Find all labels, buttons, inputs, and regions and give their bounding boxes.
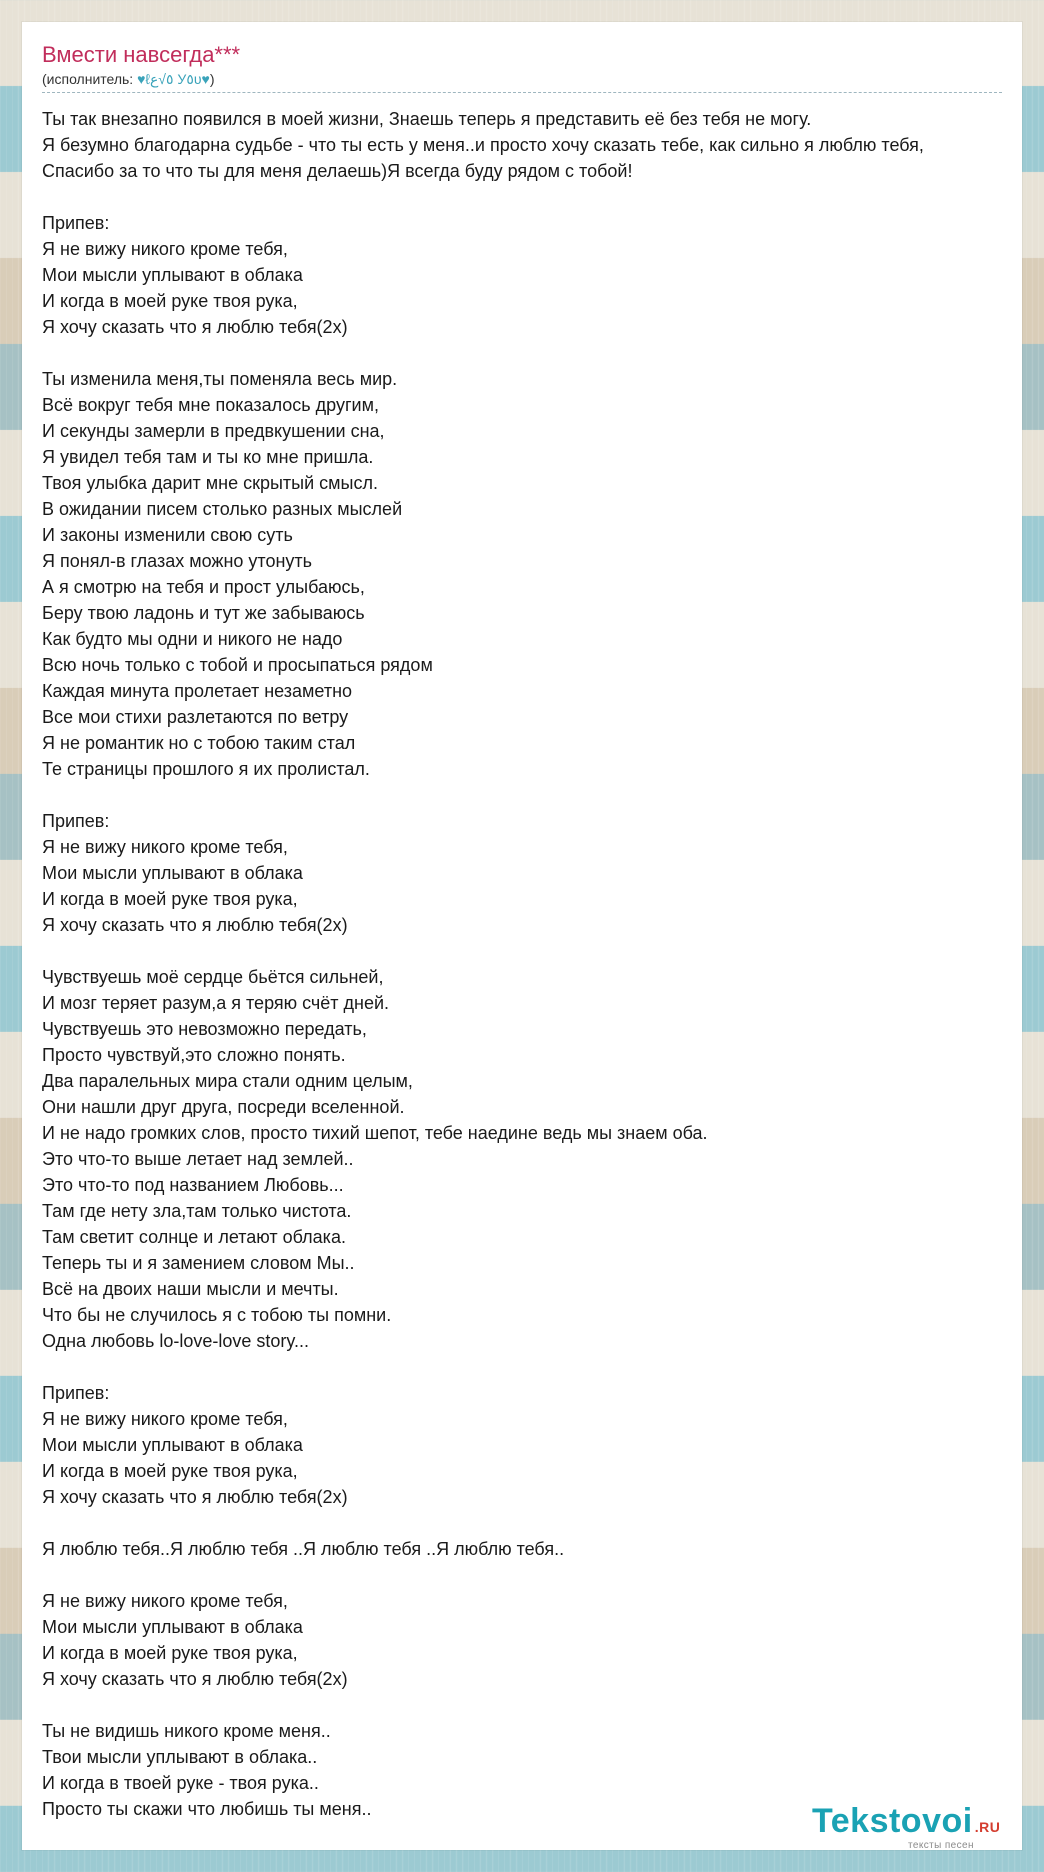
lyric-line: Припев: — [42, 811, 110, 831]
lyric-line: И не надо громких слов, просто тихий шепот, тебе наедине ведь мы знаем оба. — [42, 1123, 708, 1143]
stanza-gap — [42, 340, 1044, 366]
lyric-line: Всё на двоих наши мысли и мечты. — [42, 1279, 339, 1299]
lyric-line: Я хочу сказать что я люблю тебя(2х) — [42, 317, 348, 337]
stanza-gap — [42, 938, 1044, 964]
lyric-line: Они нашли друг друга, посреди вселенной. — [42, 1097, 405, 1117]
lyric-line: Как будто мы одни и никого не надо — [42, 629, 343, 649]
lyric-line: И секунды замерли в предвкушении сна, — [42, 421, 385, 441]
lyric-line: Это что-то выше летает над землей.. — [42, 1149, 354, 1169]
lyric-line: Я не вижу никого кроме тебя, — [42, 239, 288, 259]
lyric-line: Все мои стихи разлетаются по ветру — [42, 707, 349, 727]
lyric-line: Я понял-в глазах можно утонуть — [42, 551, 313, 571]
lyric-line: И когда в твоей руке - твоя рука.. — [42, 1773, 319, 1793]
lyric-line: Я увидел тебя там и ты ко мне пришла. — [42, 447, 374, 467]
lyric-line: Спасибо за то что ты для меня делаешь)Я всегда буду рядом с тобой! — [42, 161, 633, 181]
lyric-line: Я не романтик но с тобою таким стал — [42, 733, 356, 753]
lyric-line: Я хочу сказать что я люблю тебя(2х) — [42, 915, 348, 935]
lyric-line: Ты не видишь никого кроме меня.. — [42, 1721, 331, 1741]
lyric-line: Припев: — [42, 213, 110, 233]
lyric-line: Мои мысли уплывают в облака — [42, 265, 303, 285]
logo-wordmark — [812, 1804, 1022, 1844]
stanza-gap — [42, 1354, 1044, 1380]
artist-link[interactable]: ♥ℓ٥√ع У٥υ♥ — [137, 71, 210, 87]
lyric-line: Твоя улыбка дарит мне скрытый смысл. — [42, 473, 378, 493]
lyric-line: Всю ночь только с тобой и просыпаться рядом — [42, 655, 433, 675]
title-divider — [42, 92, 1002, 93]
lyric-line: Мои мысли уплывают в облака — [42, 863, 303, 883]
logo-main-text: Tekstovoi — [812, 1802, 973, 1840]
lyric-line: Я не вижу никого кроме тебя, — [42, 1409, 288, 1429]
lyric-line: Там светит солнце и летают облака. — [42, 1227, 346, 1247]
lyric-line: Просто чувствуй,это сложно понять. — [42, 1045, 346, 1065]
artist-suffix: ) — [209, 71, 215, 87]
lyric-line: Беру твою ладонь и тут же забываюсь — [42, 603, 365, 623]
lyric-line: Я безумно благодарна судьбе - что ты есть у меня..и просто хочу сказать тебе, как сильно я люблю тебя, — [42, 135, 924, 155]
lyric-line: Твои мысли уплывают в облака.. — [42, 1747, 318, 1767]
lyric-line: Каждая минута пролетает незаметно — [42, 681, 353, 701]
lyric-line: Я люблю тебя..Я люблю тебя ..Я люблю тебя ..Я люблю тебя.. — [42, 1539, 565, 1559]
lyrics-page — [22, 22, 1022, 1850]
lyric-line: Те страницы прошлого я их пролистал. — [42, 759, 370, 779]
stanza-gap — [42, 184, 1044, 210]
site-logo[interactable] — [812, 1802, 1022, 1851]
lyric-line: Там где нету зла,там только чистота. — [42, 1201, 352, 1221]
stanza-gap — [42, 782, 1044, 808]
lyric-line: И когда в моей руке твоя рука, — [42, 291, 298, 311]
lyric-line: Ты изменила меня,ты поменяла весь мир. — [42, 369, 398, 389]
lyric-line: Я хочу сказать что я люблю тебя(2х) — [42, 1487, 348, 1507]
lyric-line: И когда в моей руке твоя рука, — [42, 1643, 298, 1663]
lyric-line: Просто ты скажи что любишь ты меня.. — [42, 1799, 372, 1819]
stanza-gap — [42, 1692, 1044, 1718]
lyric-line: В ожидании писем столько разных мыслей — [42, 499, 403, 519]
lyric-line: И мозг теряет разум,а я теряю счёт дней. — [42, 993, 390, 1013]
lyric-line: Чувствуешь это невозможно передать, — [42, 1019, 367, 1039]
lyric-line: И когда в моей руке твоя рука, — [42, 1461, 298, 1481]
artist-line — [42, 70, 214, 88]
lyric-line: И законы изменили свою суть — [42, 525, 293, 545]
song-title: Вмести навсегда*** — [42, 42, 241, 67]
lyric-line: Мои мысли уплывают в облака — [42, 1435, 303, 1455]
lyric-line: Одна любовь lo-love-love story... — [42, 1331, 310, 1351]
lyric-line: Я не вижу никого кроме тебя, — [42, 837, 288, 857]
lyric-line: Мои мысли уплывают в облака — [42, 1617, 303, 1637]
lyric-line: Два паралельных мира стали одним целым, — [42, 1071, 413, 1091]
lyric-line: Что бы не случилось я с тобою ты помни. — [42, 1305, 392, 1325]
lyrics-body — [42, 106, 1044, 1822]
lyric-line: Я хочу сказать что я люблю тебя(2х) — [42, 1669, 348, 1689]
stanza-gap — [42, 1510, 1044, 1536]
logo-tagline: тексты песен — [908, 1840, 974, 1851]
stanza-gap — [42, 1562, 1044, 1588]
lyric-line: Чувствуешь моё сердце бьётся сильней, — [42, 967, 384, 987]
lyric-line: Я не вижу никого кроме тебя, — [42, 1591, 288, 1611]
lyric-line: Ты так внезапно появился в моей жизни, Знаешь теперь я представить её без тебя не могу. — [42, 109, 812, 129]
lyric-line: Теперь ты и я замением словом Мы.. — [42, 1253, 355, 1273]
lyric-line: А я смотрю на тебя и прост улыбаюсь, — [42, 577, 365, 597]
logo-domain-suffix: .RU — [974, 1819, 1001, 1835]
lyric-line: Всё вокруг тебя мне показалось другим, — [42, 395, 379, 415]
lyric-line: Это что-то под названием Любовь... — [42, 1175, 344, 1195]
lyric-line: И когда в моей руке твоя рука, — [42, 889, 298, 909]
artist-prefix: (исполнитель: — [42, 71, 138, 87]
lyric-line: Припев: — [42, 1383, 110, 1403]
